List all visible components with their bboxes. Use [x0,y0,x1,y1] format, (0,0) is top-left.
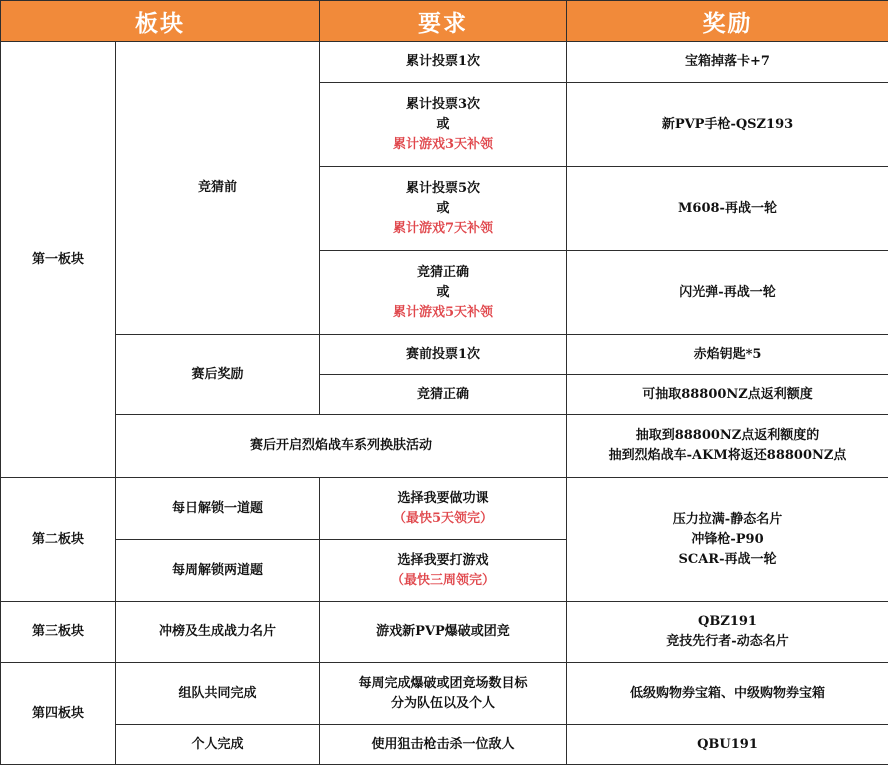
reward-text: 冲锋枪-P90 [571,530,884,550]
sub-category: 组队共同完成 [116,663,320,725]
reward-text: 新PVP手枪-QSZ193 [571,115,884,135]
requirement-text: 竞猜正确 [324,263,562,283]
header-section: 板块 [1,1,320,42]
reward-text: 抽取到88800NZ点返利额度的 [571,426,884,446]
requirement-text: 游戏新PVP爆破或团竞 [324,622,562,642]
reward-cell [567,602,888,663]
requirement-cell [320,167,567,251]
section-name: 第三板块 [1,602,116,663]
reward-text: 抽到烈焰战车-AKM将返还88800NZ点 [571,446,884,466]
requirement-note: （最快5天领完） [324,509,562,529]
reward-text: M608-再战一轮 [571,199,884,219]
reward-cell [567,415,888,478]
event-description: 赛后开启烈焰战车系列换肤活动 [116,415,567,478]
sub-category: 冲榜及生成战力名片 [116,602,320,663]
requirement-text: 赛前投票1次 [324,345,562,365]
requirement-cell [320,42,567,83]
requirement-cell [320,602,567,663]
reward-cell [567,725,888,765]
requirement-note: （最快三周领完） [324,571,562,591]
sub-category: 赛后奖励 [116,335,320,415]
requirement-or: 或 [324,283,562,303]
requirement-text: 选择我要做功课 [324,489,562,509]
requirement-alt-text: 累计游戏7天补领 [324,219,562,239]
requirement-text: 竞猜正确 [324,385,562,405]
table-row [1,663,888,725]
requirement-or: 或 [324,115,562,135]
section-name: 第一板块 [1,42,116,478]
reward-text: SCAR-再战一轮 [571,550,884,570]
reward-text: 闪光弹-再战一轮 [571,283,884,303]
reward-text: QBU191 [571,735,884,755]
table-row [1,725,888,765]
sub-category: 每周解锁两道题 [116,540,320,602]
requirement-cell [320,251,567,335]
reward-cell [567,335,888,375]
reward-cell [567,478,888,602]
requirement-cell [320,375,567,415]
requirement-text: 累计投票3次 [324,95,562,115]
requirement-alt-text: 累计游戏3天补领 [324,135,562,155]
reward-text: QBZ191 [571,612,884,632]
reward-text: 压力拉满-静态名片 [571,510,884,530]
reward-cell [567,167,888,251]
requirement-text: 累计投票1次 [324,52,562,72]
requirement-cell [320,725,567,765]
table-row [1,335,888,375]
section-name: 第四板块 [1,663,116,765]
reward-cell [567,251,888,335]
sub-category: 个人完成 [116,725,320,765]
reward-cell [567,375,888,415]
header-requirement: 要求 [320,1,567,42]
reward-cell [567,83,888,167]
requirement-text: 累计投票5次 [324,179,562,199]
requirement-cell [320,83,567,167]
sub-category: 竞猜前 [116,42,320,335]
table-row [1,602,888,663]
reward-text: 竞技先行者-动态名片 [571,632,884,652]
requirement-alt-text: 累计游戏5天补领 [324,303,562,323]
requirement-text: 分为队伍以及个人 [324,694,562,714]
reward-text: 宝箱掉落卡+7 [571,52,884,72]
requirement-text: 每周完成爆破或团竞场数目标 [324,674,562,694]
table-row [1,478,888,540]
requirement-cell [320,663,567,725]
reward-text: 赤焰钥匙*5 [571,345,884,365]
sub-category: 每日解锁一道题 [116,478,320,540]
reward-text: 可抽取88800NZ点返利额度 [571,385,884,405]
table-row [1,42,888,83]
requirement-cell [320,335,567,375]
reward-text: 低级购物券宝箱、中级购物券宝箱 [571,684,884,704]
table-row [1,415,888,478]
header-reward: 奖励 [567,1,888,42]
requirement-cell [320,478,567,540]
requirement-text: 选择我要打游戏 [324,551,562,571]
reward-cell [567,663,888,725]
requirement-text: 使用狙击枪击杀一位敌人 [324,735,562,755]
section-name: 第二板块 [1,478,116,602]
requirement-cell [320,540,567,602]
reward-cell [567,42,888,83]
requirement-or: 或 [324,199,562,219]
